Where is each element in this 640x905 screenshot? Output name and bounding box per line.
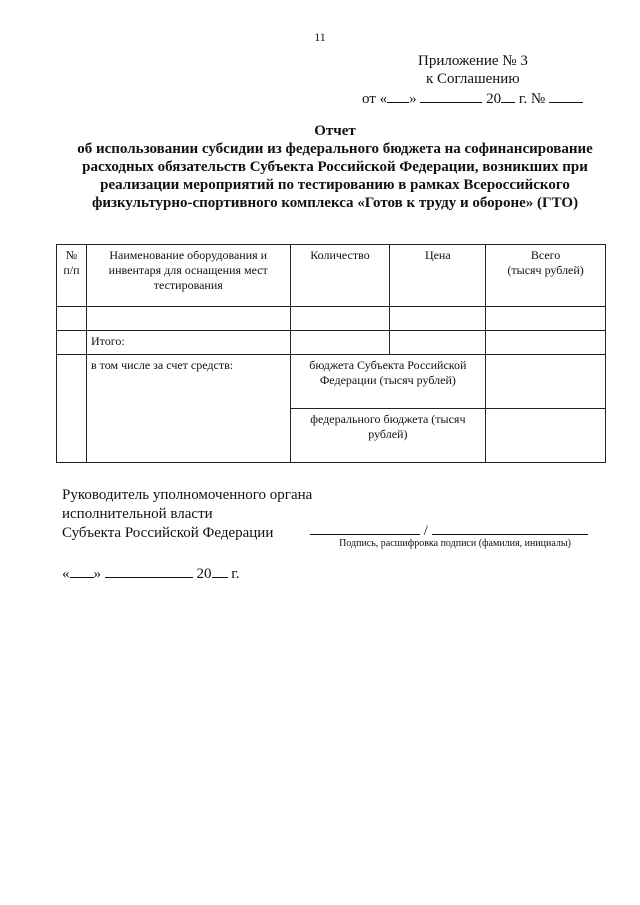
signature-line-1: Руководитель уполномоченного органа (62, 487, 313, 503)
annex-agreement: к Соглашению (426, 71, 520, 87)
cell-empty (486, 307, 606, 331)
federal-budget-label: федерального бюджета (тысяч рублей) (290, 409, 486, 463)
date-month-blank (105, 563, 193, 578)
including-row (57, 355, 606, 409)
annex-day-blank (387, 88, 409, 103)
total-label: Итого: (86, 331, 290, 355)
date-year-blank (212, 563, 228, 578)
cell-empty (486, 331, 606, 355)
annex-title: Приложение № 3 (418, 53, 528, 69)
date-year-prefix: 20 (196, 566, 212, 582)
annex-year-prefix: 20 (486, 91, 502, 107)
signature-blank (310, 520, 420, 535)
header-quantity: Количество (290, 245, 390, 307)
date-day-blank (70, 563, 94, 578)
signature-fields (310, 520, 600, 540)
annex-month-blank (420, 88, 482, 103)
header-price: Цена (390, 245, 486, 307)
cell-empty (390, 307, 486, 331)
signature-line-2: исполнительной власти (62, 506, 213, 522)
annex-number-blank (549, 88, 583, 103)
cell-empty (486, 409, 606, 463)
including-label: в том числе за счет средств: (86, 355, 290, 463)
date-suffix: г. (231, 566, 240, 582)
cell-empty (390, 331, 486, 355)
header-total: Всего (тысяч рублей) (486, 245, 606, 307)
cell-empty (290, 307, 390, 331)
signature-name-blank (432, 520, 588, 535)
annex-number-label: г. № (518, 91, 546, 107)
annex-date-line: от « » 20 г. № (360, 88, 600, 108)
header-name: Наименование оборудования и инвентаря для оснащения мест тестирования (86, 245, 290, 307)
report-title-block (40, 122, 630, 212)
table-row (57, 307, 606, 331)
total-row (57, 331, 606, 355)
cell-empty (57, 355, 87, 463)
page-number: 11 (314, 30, 326, 44)
cell-empty (290, 331, 390, 355)
cell-empty (57, 331, 87, 355)
annex-block (360, 52, 600, 108)
report-title-line-4: физкультурно-спортивного комплекса «Готов к труду и обороне» (ГТО) (91, 195, 579, 211)
signature-line-3: Субъекта Российской Федерации (62, 525, 274, 541)
cell-empty (86, 307, 290, 331)
signature-caption: Подпись, расшифровка подписи (фамилия, инициалы) (339, 538, 571, 549)
report-title-line-3: реализации мероприятий по тестированию в рамках Всероссийского (100, 177, 570, 193)
date-line: « » 20 г. (62, 563, 239, 583)
report-table (56, 244, 606, 463)
cell-empty (57, 307, 87, 331)
report-title-line-1: об использовании субсидии из федерального бюджета на софинансирование (77, 141, 593, 157)
report-heading: Отчет (314, 123, 356, 139)
cell-empty (486, 355, 606, 409)
report-title-line-2: расходных обязательств Субъекта Российской Федерации, возникших при (82, 159, 588, 175)
signature-block (62, 486, 312, 543)
table-header-row (57, 245, 606, 307)
annex-from-label: от (362, 91, 376, 107)
header-number: № п/п (57, 245, 87, 307)
annex-year-blank (501, 88, 515, 103)
signature-slash: / (423, 523, 428, 539)
regional-budget-label: бюджета Субъекта Российской Федерации (тысяч рублей) (290, 355, 486, 409)
